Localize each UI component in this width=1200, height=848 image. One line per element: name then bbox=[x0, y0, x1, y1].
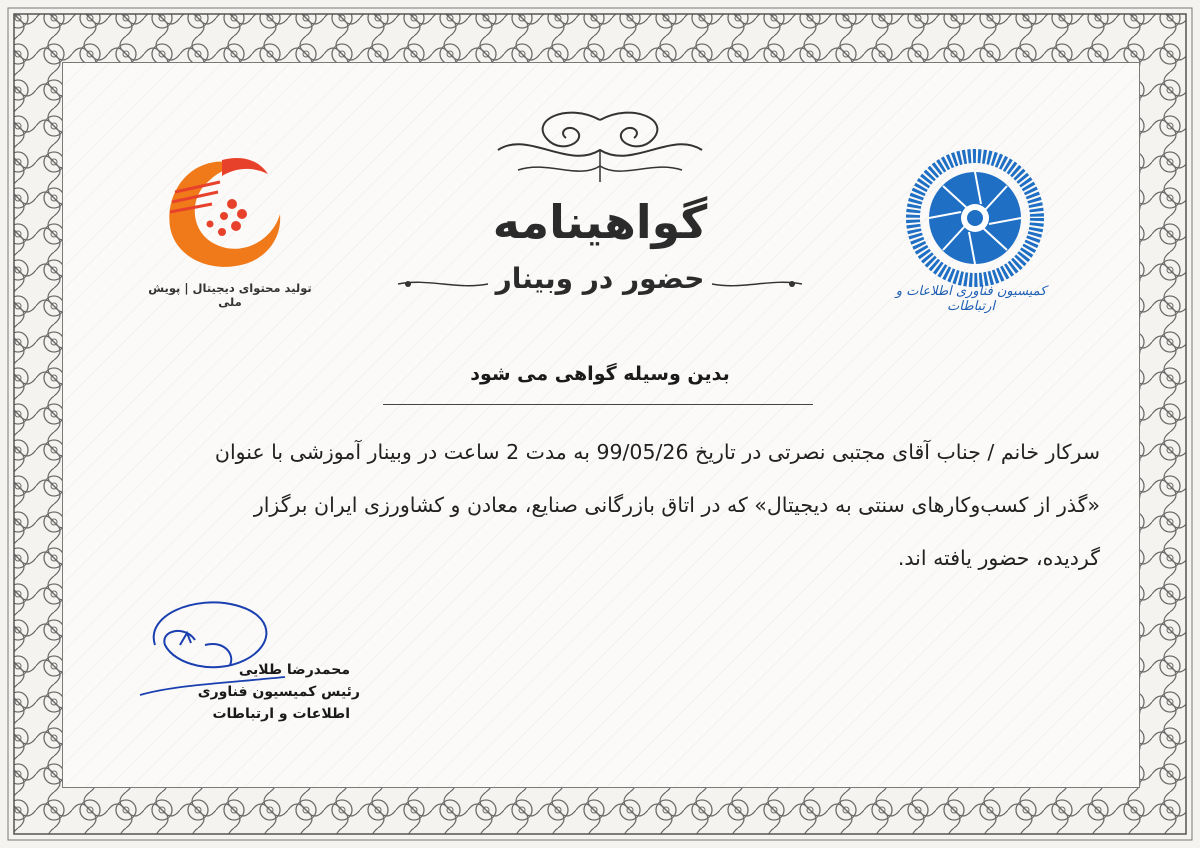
ict-commission-logo-text: کمیسیون فناوری اطلاعات و ارتباطات bbox=[895, 284, 1047, 314]
digital-content-logo-text: تولید محتوای دیجیتال | پویش ملی bbox=[148, 281, 312, 309]
certificate-intro: بدین وسیله گواهی می شود bbox=[470, 363, 730, 385]
body-text-line-3: گردیده، حضور یافته اند. bbox=[897, 546, 1100, 570]
intro-divider bbox=[383, 404, 813, 405]
digital-content-logo-icon bbox=[160, 152, 290, 277]
certificate-title: گواهینامه bbox=[492, 195, 708, 249]
certificate-subtitle: حضور در وبینار bbox=[495, 262, 705, 295]
signatory-role-line-1: رئیس کمیسیون فناوری bbox=[197, 684, 360, 700]
body-text-line-2: «گذر از کسب‌وکارهای سنتی به دیجیتال» که در اتاق بازرگانی صنایع، معادن و کشاورزی ایران برگزار bbox=[253, 493, 1100, 517]
body-text-line-1: سرکار خانم / جناب آقای مجتبی نصرتی در تاریخ 99/05/26 به مدت 2 ساعت در وبینار آموزشی با عنوان bbox=[214, 440, 1100, 464]
signatory-name: محمدرضا طلایی bbox=[238, 662, 350, 678]
chamber-of-commerce-seal-icon bbox=[905, 148, 1045, 288]
top-flourish-icon bbox=[488, 110, 712, 188]
signatory-role-line-2: اطلاعات و ارتباطات bbox=[212, 706, 350, 722]
